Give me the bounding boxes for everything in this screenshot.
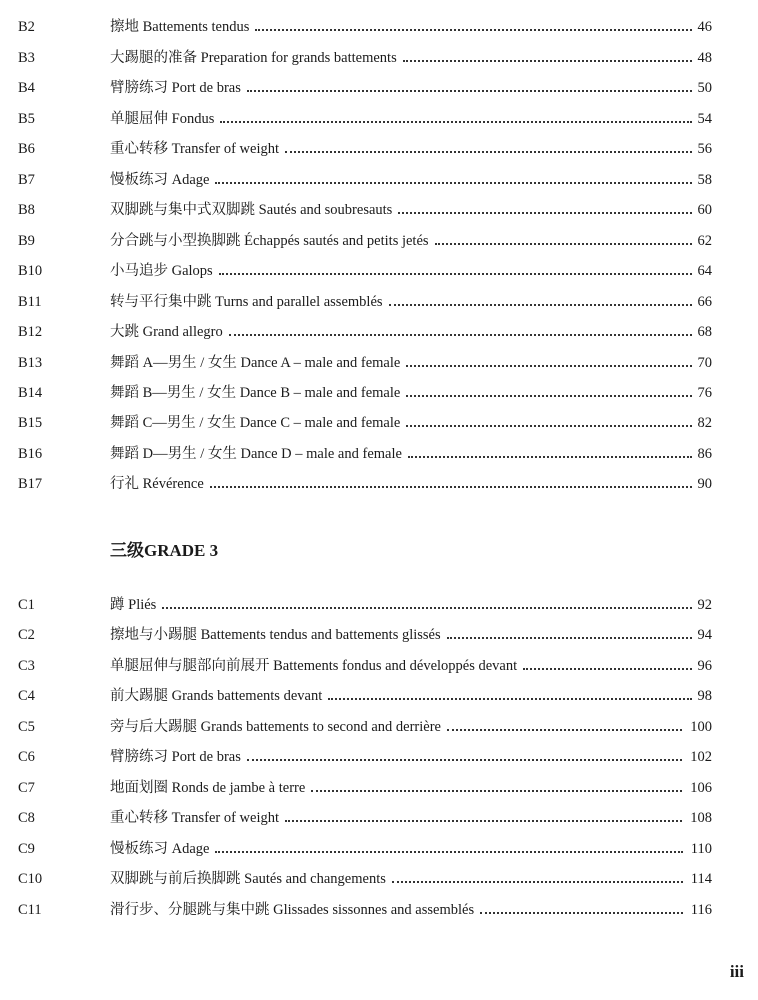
dot-leader <box>285 151 692 153</box>
entry-page-number: 110 <box>690 841 712 857</box>
entry-title: 擦地 Battements tendus <box>110 19 250 35</box>
toc-entry[interactable] <box>0 593 758 617</box>
toc-entry[interactable] <box>0 15 758 39</box>
entry-page-number: 98 <box>697 688 712 704</box>
dot-leader <box>398 212 692 214</box>
dot-leader <box>229 334 692 336</box>
entry-page-number: 102 <box>690 749 712 765</box>
toc-entry[interactable] <box>0 623 758 647</box>
dot-leader <box>220 121 692 123</box>
entry-code: C11 <box>18 902 42 918</box>
entry-title: 滑行步、分腿跳与集中跳 Glissades sissonnes and assemblés <box>110 902 475 918</box>
toc-entry[interactable] <box>0 381 758 405</box>
dot-leader <box>408 456 692 458</box>
entry-title: 大踢腿的准备 Preparation for grands battements <box>110 50 397 66</box>
entry-code: C2 <box>18 627 35 643</box>
entry-code: C1 <box>18 597 35 613</box>
entry-code: C3 <box>18 658 35 674</box>
entry-page-number: 48 <box>697 50 712 66</box>
dot-leader <box>215 851 682 853</box>
entry-page-number: 92 <box>697 597 712 613</box>
entry-code: C10 <box>18 871 43 887</box>
entry-code: B8 <box>18 202 35 218</box>
dot-leader <box>162 607 692 609</box>
entry-page-number: 114 <box>690 871 712 887</box>
entry-page-number: 56 <box>697 141 712 157</box>
entry-page-number: 106 <box>690 780 712 796</box>
toc-entry[interactable] <box>0 168 758 192</box>
entry-page-number: 68 <box>697 324 712 340</box>
dot-leader <box>406 425 692 427</box>
entry-page-number: 54 <box>697 111 712 127</box>
toc-entry[interactable] <box>0 867 758 891</box>
entry-title: 地面划圈 Ronds de jambe à terre <box>110 780 306 796</box>
toc-entry[interactable] <box>0 46 758 70</box>
entry-code: C8 <box>18 810 35 826</box>
entry-code: B11 <box>18 294 42 310</box>
entry-code: B17 <box>18 476 43 492</box>
toc-entry[interactable] <box>0 137 758 161</box>
entry-title: 擦地与小踢腿 Battements tendus and battements glissés <box>110 627 441 643</box>
toc-entry[interactable] <box>0 837 758 861</box>
dot-leader <box>210 486 692 488</box>
entry-page-number: 70 <box>697 355 712 371</box>
entry-page-number: 50 <box>697 80 712 96</box>
entry-page-number: 76 <box>697 385 712 401</box>
entry-page-number: 62 <box>697 233 712 249</box>
entry-page-number: 64 <box>697 263 712 279</box>
entry-page-number: 96 <box>697 658 712 674</box>
grade3-heading: 三级GRADE 3 <box>110 541 219 560</box>
entry-code: B10 <box>18 263 43 279</box>
entry-title: 舞蹈 D—男生 / 女生 Dance D – male and female <box>110 446 402 462</box>
entry-code: B2 <box>18 19 35 35</box>
dot-leader <box>406 395 692 397</box>
entry-code: B14 <box>18 385 43 401</box>
toc-entry[interactable] <box>0 198 758 222</box>
entry-page-number: 66 <box>697 294 712 310</box>
entry-code: B4 <box>18 80 35 96</box>
entry-page-number: 58 <box>697 172 712 188</box>
entry-title: 转与平行集中跳 Turns and parallel assemblés <box>110 294 383 310</box>
toc-entry[interactable] <box>0 259 758 283</box>
entry-title: 舞蹈 B—男生 / 女生 Dance B – male and female <box>110 385 401 401</box>
entry-code: B7 <box>18 172 35 188</box>
entry-title: 单腿屈伸与腿部向前展开 Battements fondus and développés devant <box>110 658 518 674</box>
entry-page-number: 94 <box>697 627 712 643</box>
toc-entry[interactable] <box>0 76 758 100</box>
entry-title: 臂膀练习 Port de bras <box>110 80 241 96</box>
entry-title: 舞蹈 C—男生 / 女生 Dance C – male and female <box>110 415 401 431</box>
entry-code: C5 <box>18 719 35 735</box>
entry-title: 分合跳与小型换脚跳 Échappés sautés and petits jetés <box>110 233 429 249</box>
entry-page-number: 108 <box>690 810 712 826</box>
dot-leader <box>392 881 683 883</box>
entry-title: 小马追步 Galops <box>110 263 213 279</box>
toc-entry[interactable] <box>0 351 758 375</box>
entry-page-number: 46 <box>697 19 712 35</box>
entry-code: B9 <box>18 233 35 249</box>
dot-leader <box>328 698 692 700</box>
toc-entry[interactable] <box>0 684 758 708</box>
toc-entry[interactable] <box>0 776 758 800</box>
dot-leader <box>447 729 682 731</box>
entry-page-number: 116 <box>690 902 712 918</box>
entry-page-number: 90 <box>697 476 712 492</box>
dot-leader <box>219 273 692 275</box>
dot-leader <box>285 820 682 822</box>
entry-code: B12 <box>18 324 43 340</box>
entry-code: C9 <box>18 841 35 857</box>
entry-title: 单腿屈伸 Fondus <box>110 111 215 127</box>
entry-code: C4 <box>18 688 35 704</box>
entry-code: B6 <box>18 141 35 157</box>
toc-entry[interactable] <box>0 442 758 466</box>
entry-code: B3 <box>18 50 35 66</box>
entry-title: 重心转移 Transfer of weight <box>110 141 280 157</box>
dot-leader <box>406 365 692 367</box>
dot-leader <box>389 304 692 306</box>
toc-entry[interactable] <box>0 715 758 739</box>
dot-leader <box>447 637 692 639</box>
entry-code: C7 <box>18 780 35 796</box>
entry-title: 臂膀练习 Port de bras <box>110 749 241 765</box>
toc-entry[interactable] <box>0 411 758 435</box>
entry-title: 前大踢腿 Grands battements devant <box>110 688 323 704</box>
entry-code: B16 <box>18 446 43 462</box>
entry-title: 行礼 Révérence <box>110 476 204 492</box>
toc-entry[interactable] <box>0 806 758 830</box>
entry-title: 蹲 Pliés <box>110 597 157 613</box>
entry-title: 舞蹈 A—男生 / 女生 Dance A – male and female <box>110 355 401 371</box>
dot-leader <box>523 668 692 670</box>
dot-leader <box>247 759 682 761</box>
dot-leader <box>255 29 692 31</box>
toc-entry[interactable] <box>0 229 758 253</box>
entry-code: B5 <box>18 111 35 127</box>
entry-page-number: 60 <box>697 202 712 218</box>
entry-title: 慢板练习 Adage <box>110 841 210 857</box>
entry-title: 旁与后大踢腿 Grands battements to second and derrière <box>110 719 441 735</box>
entry-page-number: 82 <box>697 415 712 431</box>
entry-title: 慢板练习 Adage <box>110 172 210 188</box>
entry-page-number: 86 <box>697 446 712 462</box>
dot-leader <box>480 912 683 914</box>
entry-title: 大跳 Grand allegro <box>110 324 223 340</box>
entry-title: 双脚跳与前后换脚跳 Sautés and changements <box>110 871 386 887</box>
entry-code: B13 <box>18 355 43 371</box>
toc-entry[interactable] <box>0 290 758 314</box>
dot-leader <box>403 60 692 62</box>
dot-leader <box>247 90 692 92</box>
entry-title: 双脚跳与集中式双脚跳 Sautés and soubresauts <box>110 202 393 218</box>
dot-leader <box>215 182 692 184</box>
entry-code: C6 <box>18 749 35 765</box>
page-folio: iii <box>729 962 744 981</box>
toc-entry[interactable] <box>0 107 758 131</box>
toc-entry[interactable] <box>0 320 758 344</box>
dot-leader <box>435 243 692 245</box>
dot-leader <box>311 790 682 792</box>
entry-title: 重心转移 Transfer of weight <box>110 810 280 826</box>
toc-entry[interactable] <box>0 745 758 769</box>
entry-code: B15 <box>18 415 43 431</box>
toc-entry[interactable] <box>0 472 758 496</box>
toc-entry[interactable] <box>0 654 758 678</box>
entry-page-number: 100 <box>690 719 712 735</box>
toc-entry[interactable] <box>0 898 758 922</box>
